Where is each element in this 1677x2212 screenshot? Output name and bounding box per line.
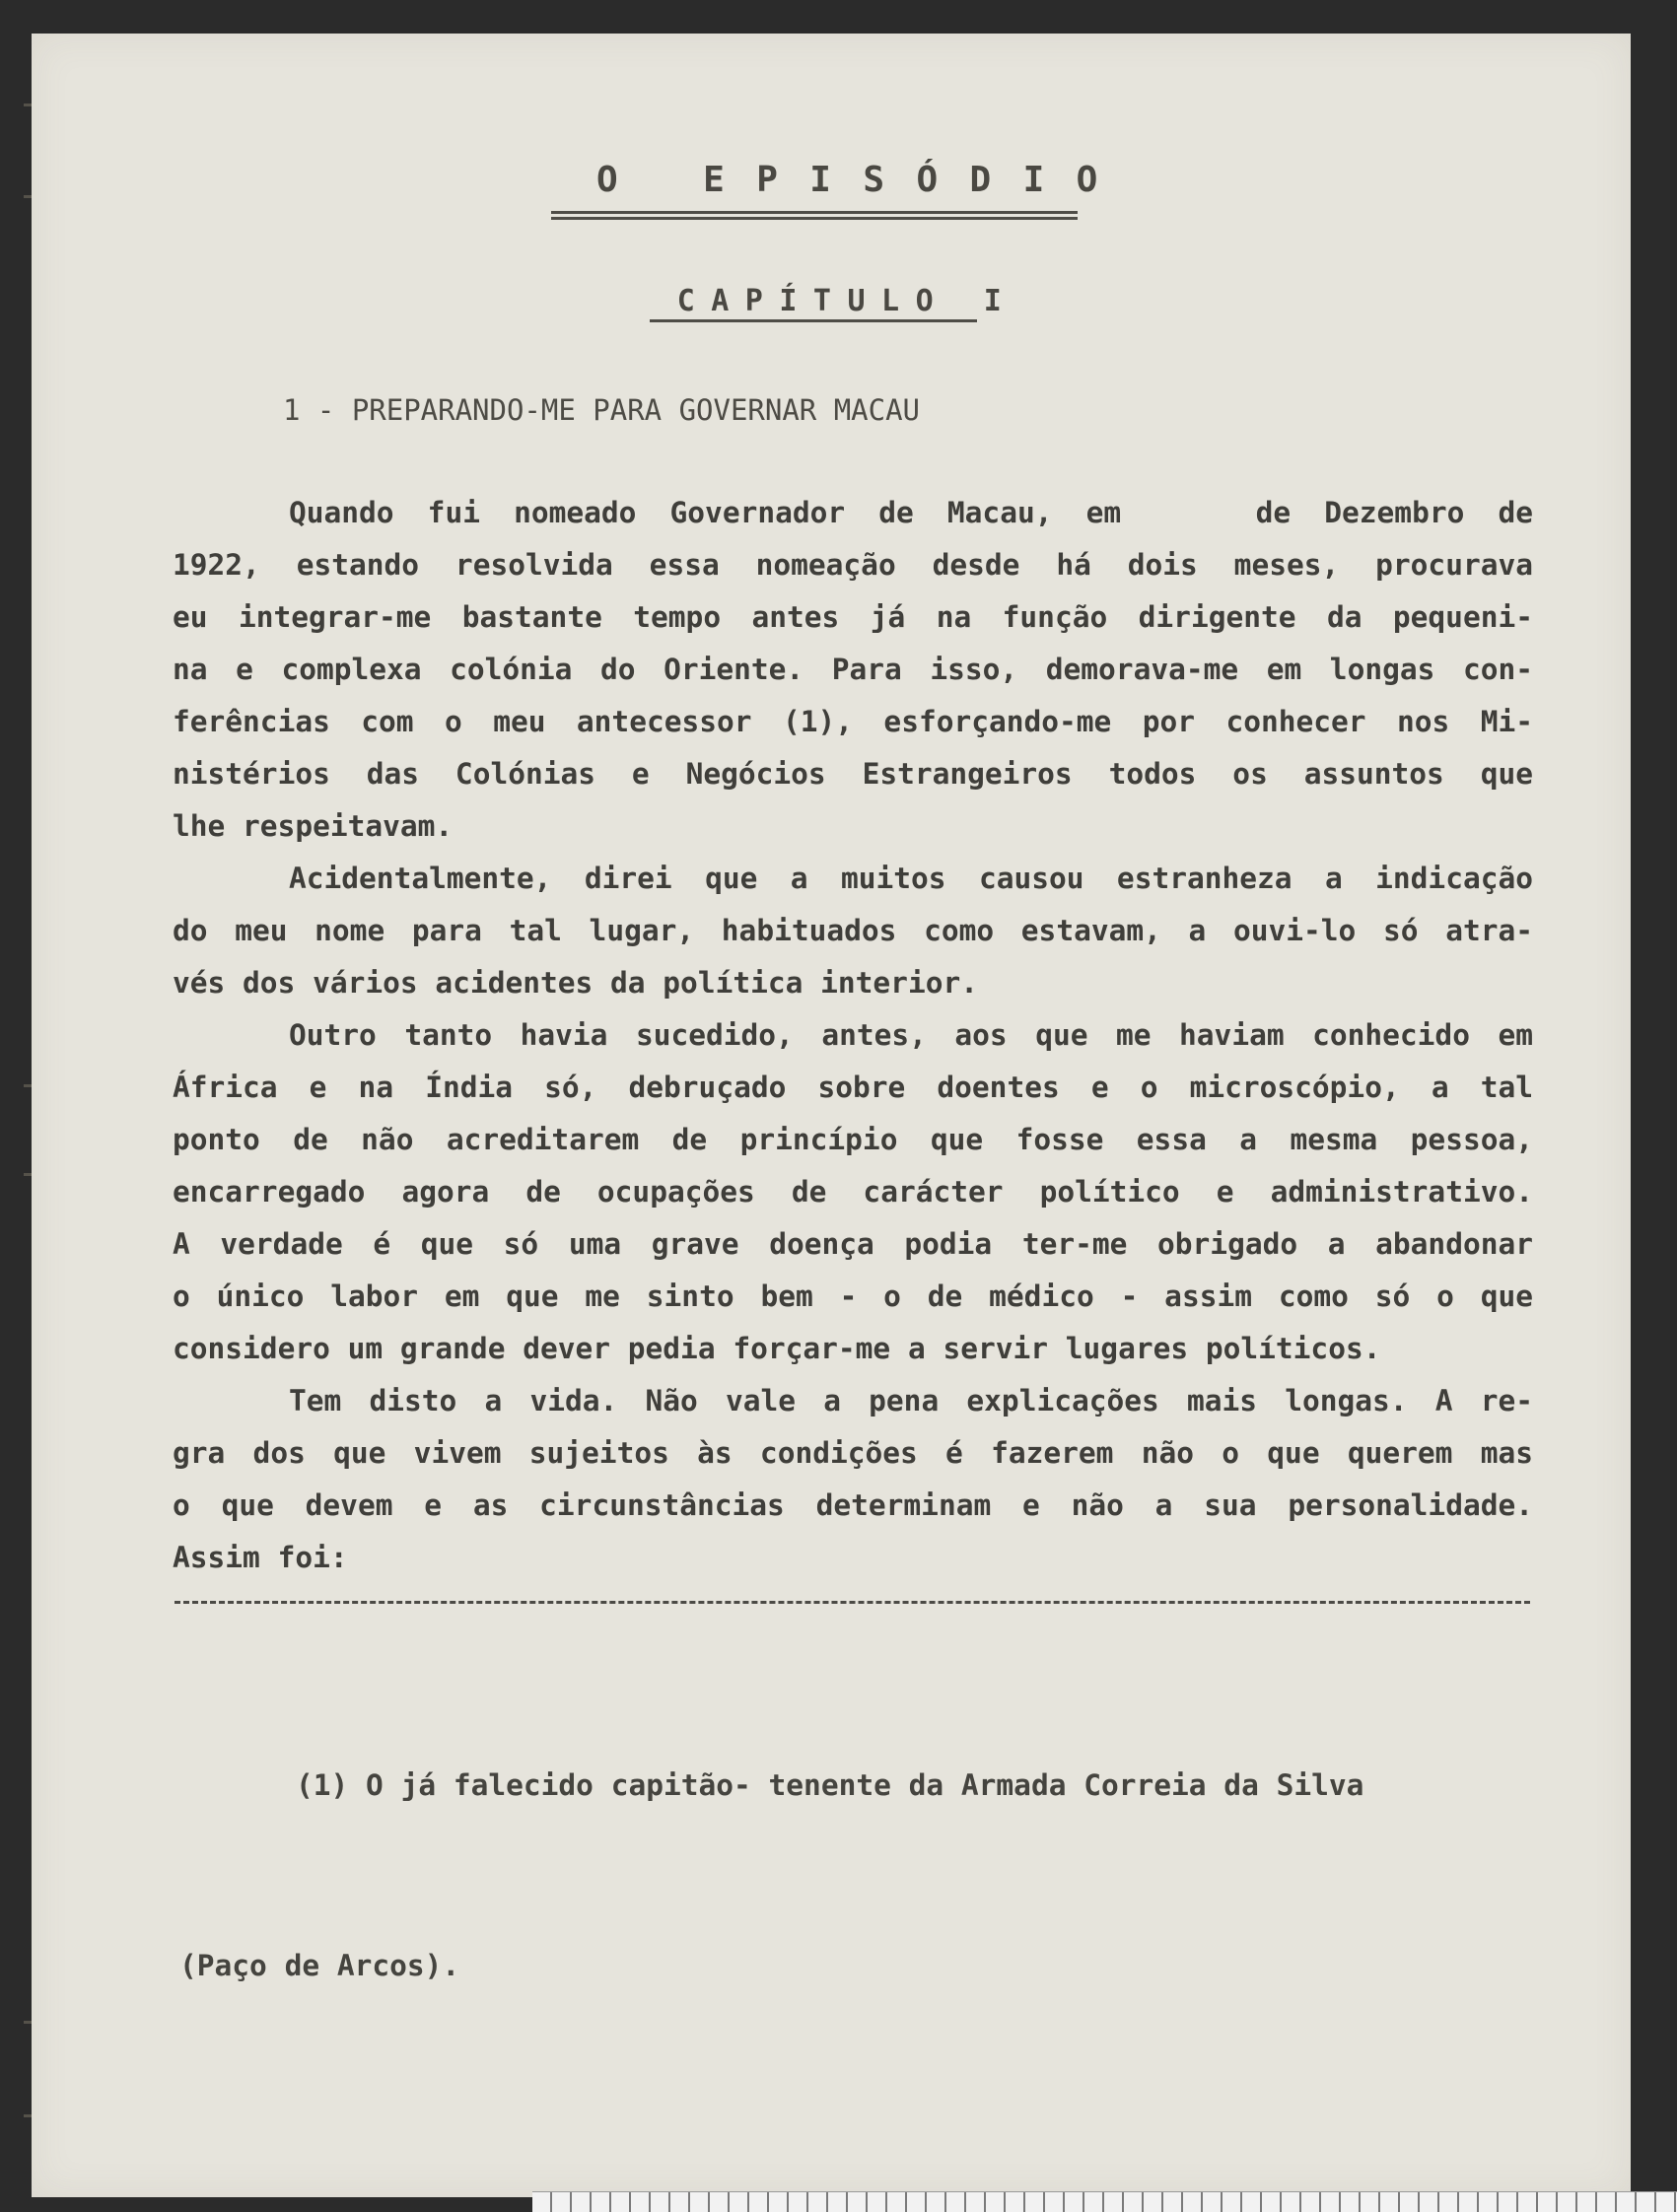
body-line: lhe respeitavam. bbox=[173, 809, 454, 843]
document-page bbox=[32, 34, 1631, 2197]
title-underline-2 bbox=[551, 217, 1078, 220]
binding-mark bbox=[24, 1084, 32, 1087]
body-line: Tem disto a vida. Não vale a pena explicações mais longas. A re- bbox=[289, 1384, 1533, 1417]
scan-ruler bbox=[532, 2191, 1677, 2212]
body-line: ferências com o meu antecessor (1), esforçando-me por conhecer nos Mi- bbox=[173, 705, 1533, 738]
body-line: eu integrar-me bastante tempo antes já na função dirigente da pequeni- bbox=[173, 600, 1533, 634]
binding-mark bbox=[24, 195, 32, 198]
body-line: na e complexa colónia do Oriente. Para isso, demorava-me em longas con- bbox=[173, 653, 1533, 686]
body-text bbox=[173, 487, 1533, 1584]
body-line: vés dos vários acidentes da política interior. bbox=[173, 966, 978, 1000]
body-line: Acidentalmente, direi que a muitos causou estranheza a indicação bbox=[289, 862, 1533, 895]
binding-mark bbox=[24, 2021, 32, 2024]
body-line: do meu nome para tal lugar, habituados como estavam, a ouvi-lo só atra- bbox=[173, 914, 1533, 947]
body-line: o único labor em que me sinto bem - o de médico - assim como só o que bbox=[173, 1279, 1533, 1313]
binding-mark bbox=[24, 1173, 32, 1176]
body-line: África e na Índia só, debruçado sobre doentes e o microscópio, a tal bbox=[173, 1071, 1533, 1104]
body-line: nistérios das Colónias e Negócios Estrangeiros todos os assuntos que bbox=[173, 757, 1533, 791]
binding-mark bbox=[24, 104, 32, 106]
chapter-title: CAPÍTULO I bbox=[676, 284, 1018, 318]
body-line: Assim foi: bbox=[173, 1541, 348, 1574]
body-line: A verdade é que só uma grave doença podia ter-me obrigado a abandonar bbox=[173, 1227, 1533, 1261]
body-line: Quando fui nomeado Governador de Macau, em de Dezembro de bbox=[289, 496, 1533, 529]
body-line: gra dos que vivem sujeitos às condições é fazerem não o que querem mas bbox=[173, 1436, 1533, 1470]
body-line: o que devem e as circunstâncias determinam e não a sua personalidade. bbox=[173, 1488, 1533, 1522]
document-title: O EPISÓDIO bbox=[596, 160, 1130, 200]
footnote-line: (Paço de Arcos). bbox=[179, 1949, 460, 1982]
chapter-underline bbox=[650, 319, 977, 322]
body-line: ponto de não acreditarem de princípio que fosse essa a mesma pessoa, bbox=[173, 1123, 1533, 1156]
footnote bbox=[179, 1635, 1481, 2116]
body-line: 1922, estando resolvida essa nomeação desde há dois meses, procurava bbox=[173, 548, 1533, 582]
body-line: Outro tanto havia sucedido, antes, aos que me haviam conhecido em bbox=[289, 1018, 1533, 1052]
footnote-line: (1) O já falecido capitão- tenente da Armada Correia da Silva bbox=[296, 1768, 1364, 1802]
body-line: considero um grande dever pedia forçar-me a servir lugares políticos. bbox=[173, 1332, 1381, 1365]
section-heading: 1 - PREPARANDO-ME PARA GOVERNAR MACAU bbox=[283, 393, 921, 427]
title-underline-1 bbox=[551, 211, 1078, 214]
binding-mark bbox=[24, 2114, 32, 2117]
body-line: encarregado agora de ocupações de carácter político e administrativo. bbox=[173, 1175, 1533, 1209]
footnote-separator bbox=[175, 1601, 1530, 1608]
